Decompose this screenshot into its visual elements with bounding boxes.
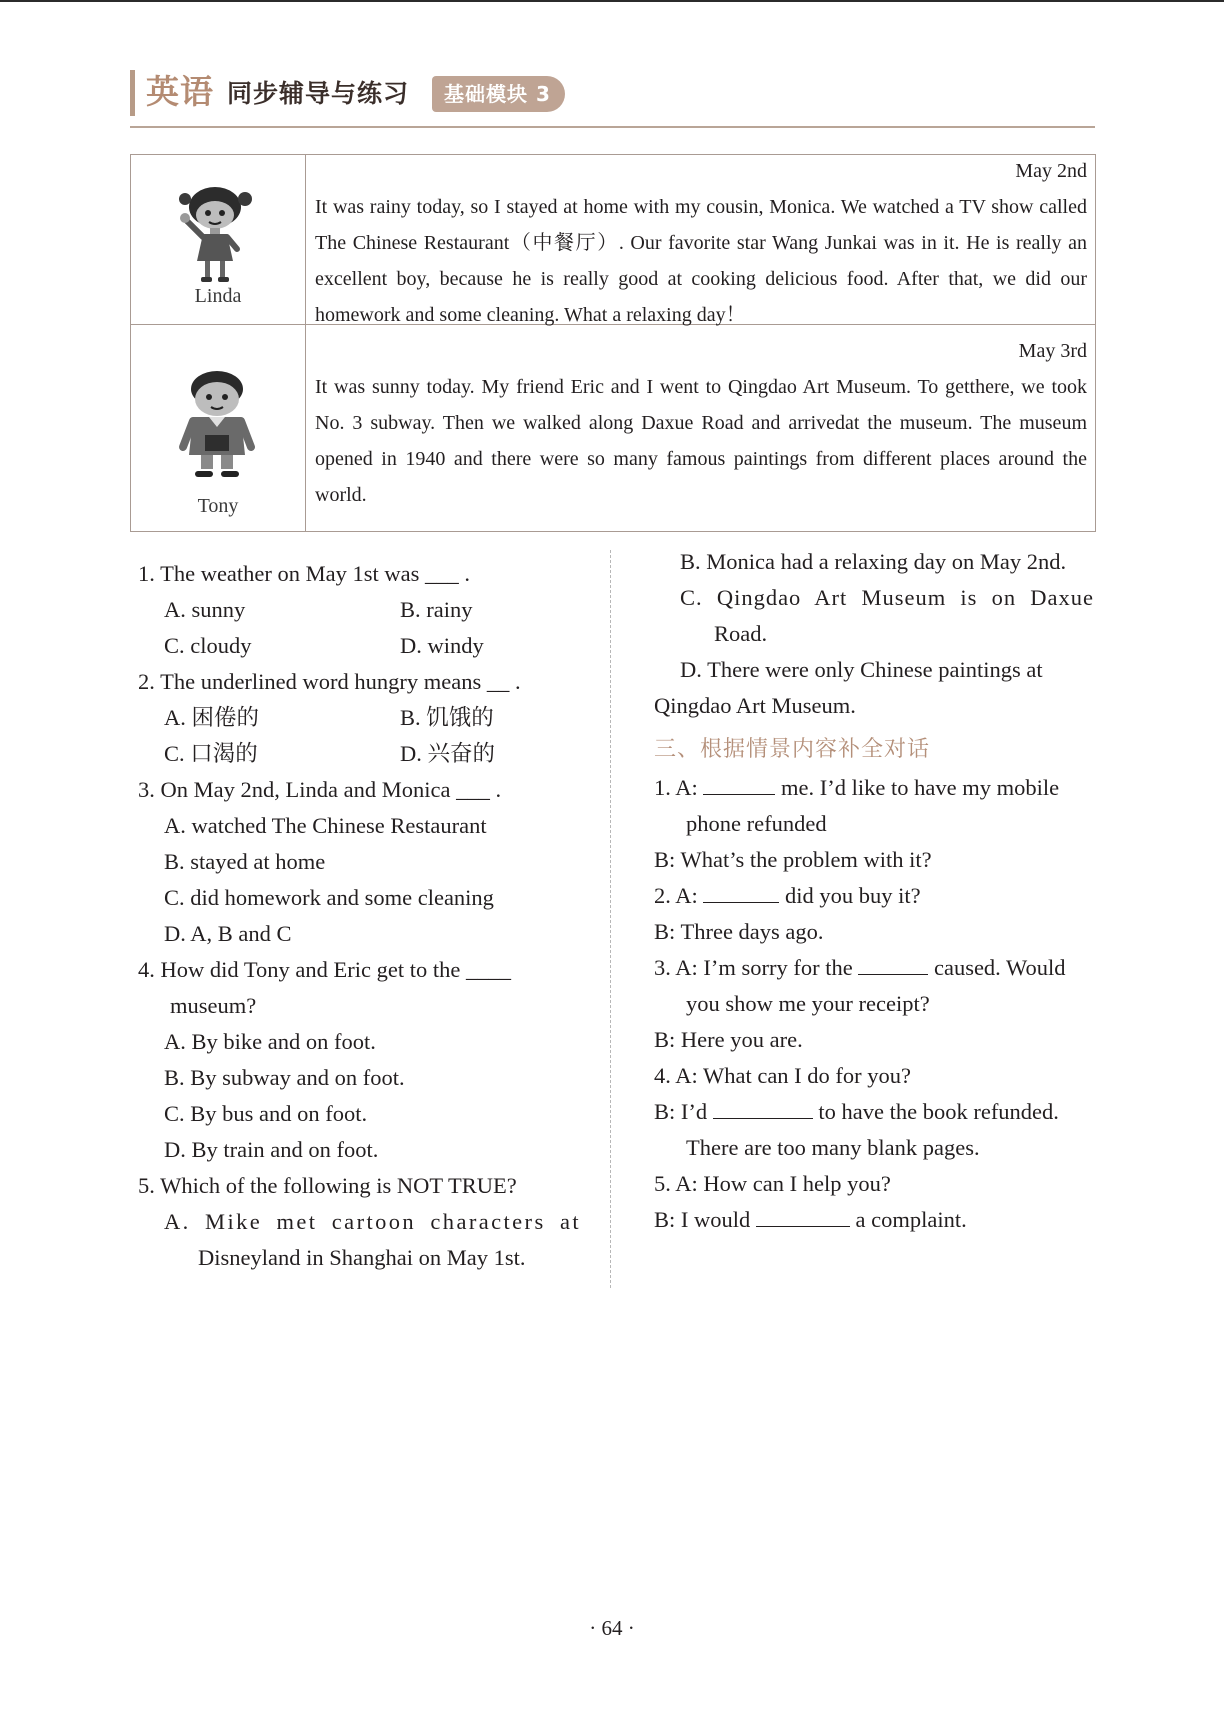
option: A. sunny [164, 597, 246, 622]
dialogue-text: caused. Would [933, 955, 1066, 980]
option: B. stayed at home [164, 849, 326, 874]
dialogue-line: B: Three days ago. [654, 919, 824, 944]
answer-blank[interactable] [703, 878, 779, 903]
option: A. 困倦的 [164, 705, 259, 730]
entry-date: May 3rd [1018, 340, 1087, 362]
diary-entry-cell [306, 155, 1095, 324]
header-title: 同步辅导与练习 [227, 79, 410, 108]
header-rule [130, 126, 1095, 128]
diary-figure-cell [131, 325, 306, 531]
question-2-stem: 2. The underlined word hungry means __ . [138, 669, 521, 694]
dialogue-line [654, 950, 1094, 986]
diary-figure-cell [131, 155, 306, 324]
option: B. rainy [400, 597, 473, 622]
option: C. 口渴的 [164, 741, 258, 766]
dialogue-text: did you buy it? [785, 883, 921, 908]
option-cont: Qingdao Art Museum. [654, 693, 856, 718]
dialogue-text: B: I would [654, 1207, 751, 1232]
linda-girl-illustration [165, 181, 273, 285]
header-subject: 英语 [146, 72, 214, 111]
answer-blank[interactable] [756, 1202, 850, 1227]
option: D. There were only Chinese paintings at [680, 657, 1043, 682]
question-5-stem: 5. Which of the following is NOT TRUE? [138, 1173, 517, 1198]
column-divider [610, 550, 611, 1288]
question-1-options [138, 592, 581, 664]
page-number: · 64 · [589, 1616, 635, 1640]
option: C. By bus and on foot. [164, 1101, 368, 1126]
option: B. Monica had a relaxing day on May 2nd. [680, 549, 1067, 574]
dialogue-line [654, 1094, 1094, 1130]
diary-table [130, 154, 1096, 532]
dialogue-line: There are too many blank pages. [686, 1135, 980, 1160]
diary-entry-cell [306, 325, 1095, 531]
entry-date: May 2nd [1015, 160, 1087, 182]
dialogue-text: 2. A: [654, 883, 698, 908]
option: D. By train and on foot. [164, 1137, 379, 1162]
diary-row-linda [131, 155, 1095, 325]
dialogue-line: 5. A: How can I help you? [654, 1171, 891, 1196]
dialogue-text: to have the book refunded. [818, 1099, 1059, 1124]
dialogue-text: a complaint. [855, 1207, 967, 1232]
question-1-stem: 1. The weather on May 1st was ___ . [138, 561, 471, 586]
question-4-stem-cont: museum? [170, 993, 257, 1018]
tony-name-label: Tony [197, 495, 239, 517]
dialogue-text: 1. A: [654, 775, 698, 800]
dialogue-text: B: I’d [654, 1099, 708, 1124]
option-cont: Disneyland in Shanghai on May 1st. [198, 1245, 526, 1270]
question-3-stem: 3. On May 2nd, Linda and Monica ___ . [138, 777, 502, 802]
tony-boy-illustration [165, 365, 273, 483]
top-border-rule [0, 0, 1224, 2]
dialogue-line [654, 1202, 1094, 1238]
answer-blank[interactable] [713, 1094, 813, 1119]
option: C. cloudy [164, 633, 252, 658]
header-accent-bar [130, 70, 135, 116]
entry-text: It was rainy today, so I stayed at home with my cousin, Monica. We watched a TV show called The Chinese Restaurant（中餐厅）. Our favorite star Wang Junkai was in it. He is really an excellent boy, because he is really good at cooking delicious food. After that, we did our homework and some cleaning. What a relaxing day！ [315, 196, 1087, 326]
option: A. Mike met cartoon characters at [164, 1209, 581, 1234]
questions-left-column [138, 556, 581, 1276]
questions-right-column [654, 544, 1094, 1238]
dialogue-line: phone refunded [686, 811, 827, 836]
option: D. windy [400, 633, 484, 658]
dialogue-line [654, 770, 1094, 806]
option: C. Qingdao Art Museum is on Daxue [680, 585, 1094, 610]
option: A. By bike and on foot. [164, 1029, 376, 1054]
option: D. 兴奋的 [400, 741, 495, 766]
dialogue-line: B: Here you are. [654, 1027, 803, 1052]
header-module-badge: 基础模块 3 [432, 76, 565, 112]
option-cont: Road. [714, 621, 768, 646]
dialogue-text: 3. A: I’m sorry for the [654, 955, 853, 980]
linda-name-label: Linda [194, 285, 242, 307]
option: A. watched The Chinese Restaurant [164, 813, 487, 838]
question-2-options [138, 700, 581, 772]
page-header [130, 68, 1095, 118]
section-3-title: 三、根据情景内容补全对话 [654, 737, 931, 762]
dialogue-text: me. I’d like to have my mobile [781, 775, 1060, 800]
dialogue-line: 4. A: What can I do for you? [654, 1063, 912, 1088]
answer-blank[interactable] [858, 950, 928, 975]
dialogue-line: you show me your receipt? [686, 991, 930, 1016]
dialogue [654, 770, 1094, 1238]
option: B. 饥饿的 [400, 705, 494, 730]
dialogue-line [654, 878, 1094, 914]
option: D. A, B and C [164, 921, 292, 946]
dialogue-line: B: What’s the problem with it? [654, 847, 932, 872]
entry-text: It was sunny today. My friend Eric and I went to Qingdao Art Museum. To getthere, we took No. 3 subway. Then we walked along Daxue Road and arrivedat the museum. The museum opened in 1940 and there were so many famous paintings from different places around the world. [315, 376, 1087, 506]
option: B. By subway and on foot. [164, 1065, 405, 1090]
answer-blank[interactable] [703, 770, 775, 795]
question-4-stem: 4. How did Tony and Eric get to the ____ [138, 957, 511, 982]
option: C. did homework and some cleaning [164, 885, 494, 910]
diary-row-tony [131, 325, 1095, 531]
